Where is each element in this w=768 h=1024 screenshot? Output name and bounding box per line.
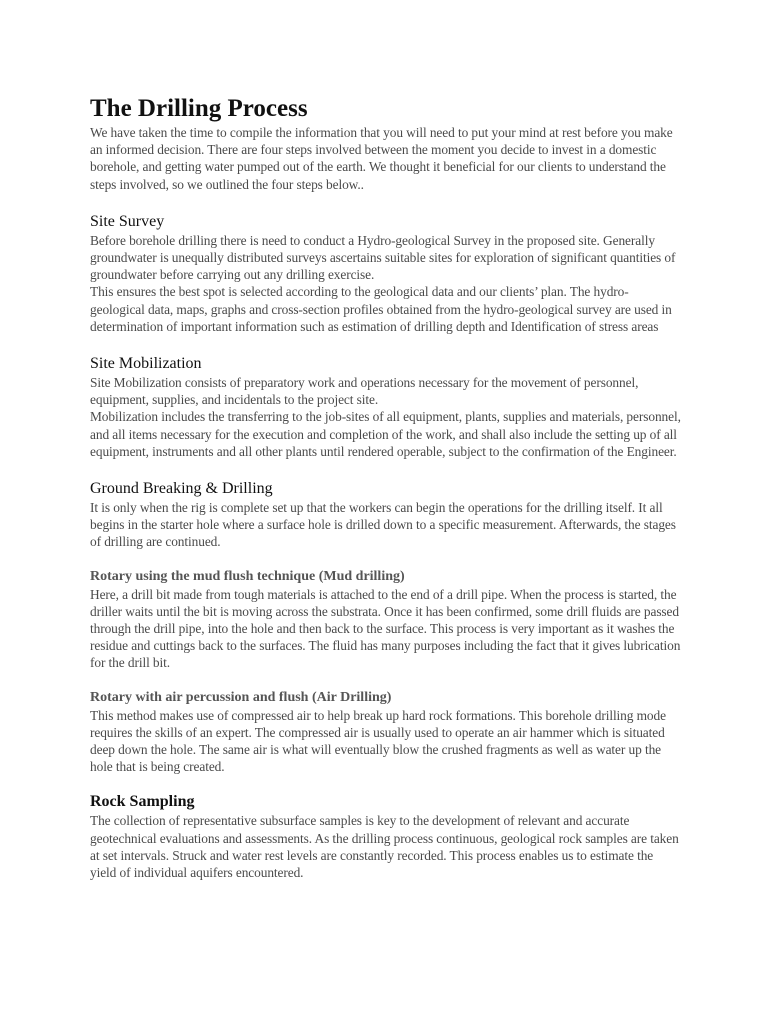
ground-breaking-heading: Ground Breaking & Drilling — [90, 480, 273, 498]
page-title: The Drilling Process — [90, 95, 308, 122]
ground-breaking-paragraph: It is only when the rig is complete set up that the workers can begin the operations for the drilling itself. It all begins in the starter hole where a surface hole is drilled down to a specific measurement. Afterwards, the stages of drilling are continued. — [90, 500, 676, 550]
section-ground-breaking — [90, 479, 682, 551]
intro-paragraph: We have taken the time to compile the information that you will need to put your mind at rest before you make an informed decision. There are four steps involved between the moment you decide to invest in a domestic borehole, and getting water pumped out of the earth. We thought it beneficial for our clients to understand the steps involved, so we outlined the four steps below.. — [90, 125, 673, 192]
site-survey-paragraph-1: Before borehole drilling there is need to conduct a Hydro-geological Survey in the proposed site. Generally groundwater is unequally distributed surveys ascertains suitable sites for exploration of significant quantities of groundwater before carrying out any drilling exercise. — [90, 232, 676, 283]
site-survey-paragraph-2: This ensures the best spot is selected according to the geological data and our clients’ plan. The hydro-geological data, maps, graphs and cross-section profiles obtained from the hydro-geological survey are used in determination of important information such as estimation of drilling depth and Identification of stress areas — [90, 284, 672, 334]
rock-sampling-paragraph: The collection of representative subsurface samples is key to the development of relevant and accurate geotechnical evaluations and assessments. As the drilling process continuous, geological rock samples are taken at set intervals. Struck and water rest levels are constantly recorded. This process enables us to estimate the yield of individual aquifers encountered. — [90, 813, 679, 881]
site-mobilization-paragraph-2: Mobilization includes the transferring to the job-sites of all equipment, plants, supplies and materials, personnel, and all items necessary for the execution and completion of the work, and shall also include the setting up of all equipment, instruments and all other plants until rendered operable, subject to the confirmation of the Engineer. — [90, 409, 681, 459]
site-mobilization-paragraph-1: Site Mobilization consists of preparatory work and operations necessary for the movement of personnel, equipment, supplies, and incidentals to the project site. — [90, 375, 639, 408]
section-rock-sampling — [90, 792, 682, 881]
section-air-drilling — [90, 689, 682, 776]
site-mobilization-heading: Site Mobilization — [90, 355, 202, 373]
site-survey-heading: Site Survey — [90, 212, 165, 230]
document-page — [90, 94, 682, 881]
section-site-survey — [90, 212, 682, 335]
air-drilling-heading: Rotary with air percussion and flush (Air Drilling) — [90, 689, 392, 705]
air-drilling-paragraph: This method makes use of compressed air to help break up hard rock formations. This borehole drilling mode requires the skills of an expert. The compressed air is usually used to operate an air hammer which is situated deep down the hole. The same air is what will eventually blow the crushed fragments as well as water up the hole that is being created. — [90, 707, 666, 775]
mud-drilling-paragraph: Here, a drill bit made from tough materials is attached to the end of a drill pipe. When the process is started, the driller waits until the bit is moving across the substrata. Once it has been confirmed, some drill fluids are passed through the drill pipe, into the hole and then back to the surface. This process is very important as it washes the residue and cuttings back to the surfaces. The fluid has many purposes including the fact that it gives lubrication for the drill bit. — [90, 586, 681, 671]
section-site-mobilization — [90, 354, 682, 460]
section-mud-drilling — [90, 568, 682, 672]
mud-drilling-heading: Rotary using the mud flush technique (Mud drilling) — [90, 568, 405, 584]
rock-sampling-heading: Rock Sampling — [90, 793, 195, 811]
